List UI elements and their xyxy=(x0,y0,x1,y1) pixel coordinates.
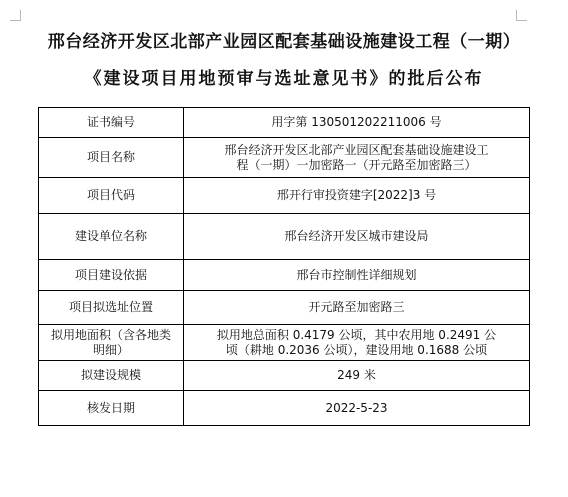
table-row-construction-basis xyxy=(39,260,530,291)
document-title: 邢台经济开发区北部产业园区配套基础设施建设工程（一期） xyxy=(47,32,521,52)
row-value: 邢台经济开发区北部产业园区配套基础设施建设工程（一期）一加密路一（开元路至加密路三） xyxy=(184,138,530,178)
table-row-site-location xyxy=(39,291,530,325)
row-label: 拟建设规模 xyxy=(39,361,184,391)
row-label: 拟用地面积（含各地类明细） xyxy=(39,325,184,361)
certificate-info-table xyxy=(38,107,530,426)
page-corner-mark-left xyxy=(10,10,21,21)
row-value: 拟用地总面积 0.4179 公顷，其中农用地 0.2491 公顷（耕地 0.2036 公顷），建设用地 0.1688 公顷 xyxy=(184,325,530,361)
row-label: 建设单位名称 xyxy=(39,214,184,260)
table-row-construction-scale xyxy=(39,361,530,391)
row-label: 项目代码 xyxy=(39,178,184,214)
row-value: 开元路至加密路三 xyxy=(184,291,530,325)
table-row-project-code xyxy=(39,178,530,214)
document-subtitle: 《建设项目用地预审与选址意见书》的批后公布 xyxy=(84,69,484,89)
table-row-land-area xyxy=(39,325,530,361)
row-label: 核发日期 xyxy=(39,391,184,426)
table-row-construction-unit xyxy=(39,214,530,260)
page-corner-mark-right xyxy=(516,10,527,21)
row-label: 证书编号 xyxy=(39,108,184,138)
row-value: 249 米 xyxy=(184,361,530,391)
row-label: 项目建设依据 xyxy=(39,260,184,291)
row-label: 项目拟选址位置 xyxy=(39,291,184,325)
table-row-certificate-number xyxy=(39,108,530,138)
row-label: 项目名称 xyxy=(39,138,184,178)
row-value: 邢台市控制性详细规划 xyxy=(184,260,530,291)
row-value: 邢台经济开发区城市建设局 xyxy=(184,214,530,260)
table-row-issue-date xyxy=(39,391,530,426)
row-value: 2022-5-23 xyxy=(184,391,530,426)
row-value: 用字第 130501202211006 号 xyxy=(184,108,530,138)
row-value: 邢开行审投资建字[2022]3 号 xyxy=(184,178,530,214)
table-row-project-name xyxy=(39,138,530,178)
